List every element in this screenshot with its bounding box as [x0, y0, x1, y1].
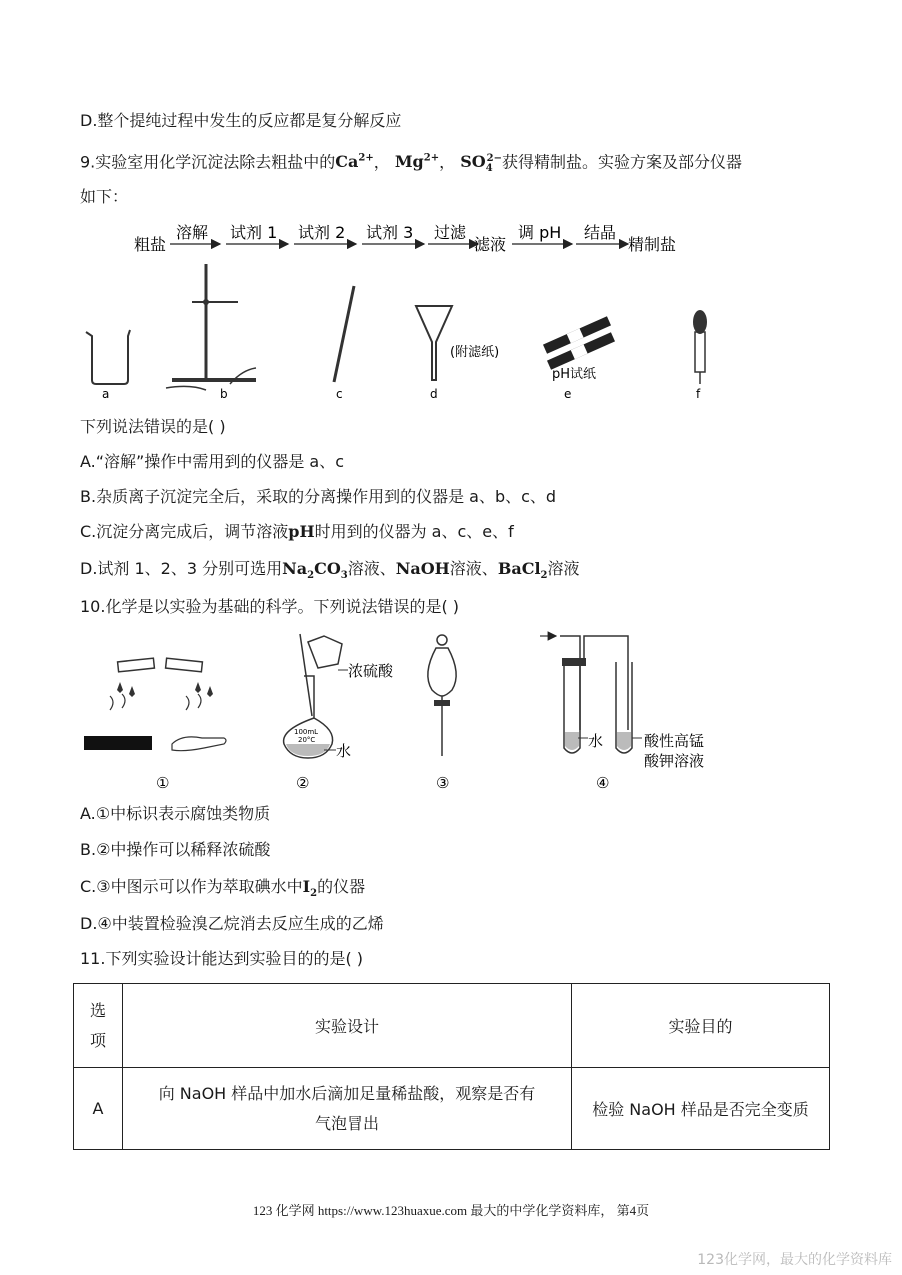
label-d: d [430, 387, 438, 401]
table-header-row [74, 984, 830, 1068]
fig-number-4: ④ [596, 774, 610, 792]
chem-naoh: NaOH [395, 559, 450, 578]
q10-option-a: A.①中标识表示腐蚀类物质 [80, 804, 271, 823]
ion-so4: $SO_4^{2-}$ [460, 152, 503, 175]
flow-step-5: 过滤 [434, 223, 467, 242]
glass-rod-icon [334, 286, 354, 401]
fig-number-2: ② [296, 774, 310, 792]
q11-stem: 11.下列实验设计能达到实验目的的是( ) [80, 949, 364, 968]
q11-table [73, 983, 830, 1150]
label-f: f [696, 387, 701, 401]
header-goal: 实验目的 [572, 984, 830, 1068]
process-flow [120, 218, 700, 260]
watermark: 123化学网，最大的化学资料库 [697, 1252, 892, 1268]
q9-stem: 9.实验室用化学沉淀法除去粗盐中的$Ca^{2+}$， $Mg^{2+}$， $SO_4^{2-}$获得精制盐。实验方案及部分仪器 [80, 152, 743, 175]
chem-i2: $I_2$ [302, 877, 318, 900]
ph-paper-label: pH试纸 [552, 367, 597, 382]
q10-option-c: C.③中图示可以作为萃取碘水中$I_2$的仪器 [80, 877, 366, 900]
separatory-funnel-icon [428, 635, 456, 792]
gas-test-apparatus-icon [540, 636, 704, 792]
label-conc-sulfuric-acid: 浓硫酸 [348, 662, 394, 680]
beaker-icon [86, 330, 130, 401]
q9-stem-line2: 如下： [80, 187, 129, 206]
label-e: e [564, 387, 572, 401]
q9-stem-text: 9.实验室用化学沉淀法除去粗盐中的 [80, 152, 336, 172]
header-design: 实验设计 [123, 984, 572, 1068]
q9-option-b: B.杂质离子沉淀完全后，采取的分离操作用到的仪器是 a、b、c、d [80, 487, 557, 506]
ph-paper-icon [543, 316, 615, 401]
label-kmno4-2: 酸钾溶液 [644, 752, 705, 770]
ion-ca: $Ca^{2+}$ [335, 152, 374, 172]
fig-number-3: ③ [436, 774, 450, 792]
row-a-goal: 检验 NaOH 样品是否完全变质 [572, 1068, 830, 1150]
funnel-note: (附滤纸) [450, 345, 500, 360]
label-water: 水 [336, 742, 352, 760]
chem-ph: pH [288, 522, 315, 541]
flow-step-2: 试剂 1 [230, 223, 278, 242]
page-footer: 123 化学网 https://www.123huaxue.com 最大的中学化学资料库， 第4页 [252, 1203, 650, 1218]
q10-option-d: D.④中装置检验溴乙烷消去反应生成的乙烯 [80, 914, 384, 933]
q9-option-d: D.试剂 1、2、3 分别可选用$Na_2CO_3$溶液、NaOH溶液、BaCl$_2$溶液 [80, 559, 580, 582]
chem-bacl2: BaCl$_2$ [497, 559, 548, 582]
label-c: c [336, 387, 343, 401]
apparatus-figure [80, 262, 730, 402]
flow-step-1: 溶解 [176, 223, 209, 242]
label-b: b [220, 387, 228, 401]
q10-stem: 10.化学是以实验为基础的科学。下列说法错误的是( ) [80, 597, 460, 616]
flow-step-7: 结晶 [584, 223, 617, 242]
flow-mid: 滤液 [474, 235, 507, 254]
flow-start: 粗盐 [134, 235, 167, 254]
dilution-flask-icon [284, 634, 394, 792]
flow-step-6: 调 pH [518, 223, 562, 242]
flow-step-4: 试剂 3 [366, 223, 414, 242]
q9-option-a: A.“溶解”操作中需用到的仪器是 a、c [80, 452, 345, 471]
q9-question: 下列说法错误的是( ) [80, 417, 226, 436]
table-row [74, 1068, 830, 1150]
label-water-2: 水 [588, 732, 604, 750]
flow-step-3: 试剂 2 [298, 223, 346, 242]
chem-na2co3: $Na_2CO_3$ [282, 559, 348, 582]
corrosive-sign-icon [84, 658, 226, 792]
flow-steps [170, 223, 478, 244]
q8-option-d: D.整个提纯过程中发生的反应都是复分解反应 [80, 111, 402, 130]
q10-option-b: B.②中操作可以稀释浓硫酸 [80, 840, 271, 859]
dropper-icon [693, 310, 707, 401]
flask-mark-temp: 20°C [298, 736, 316, 744]
row-a-design: 向 NaOH 样品中加水后滴加足量稀盐酸，观察是否有 气泡冒出 [123, 1068, 572, 1150]
label-a: a [102, 387, 110, 401]
fig-number-1: ① [156, 774, 170, 792]
iron-stand-icon [166, 264, 256, 401]
header-option: 选 项 [74, 984, 123, 1068]
q9-option-c: C.沉淀分离完成后，调节溶液pH时用到的仪器为 a、c、e、f [80, 522, 514, 541]
flask-mark-volume: 100mL [294, 728, 319, 736]
row-a-option: A [74, 1068, 123, 1150]
label-kmno4-1: 酸性高锰 [644, 732, 705, 750]
flow-end: 精制盐 [628, 235, 677, 254]
ion-mg: $Mg^{2+}$ [394, 152, 440, 172]
q10-figure [80, 626, 760, 796]
funnel-icon [416, 306, 499, 401]
